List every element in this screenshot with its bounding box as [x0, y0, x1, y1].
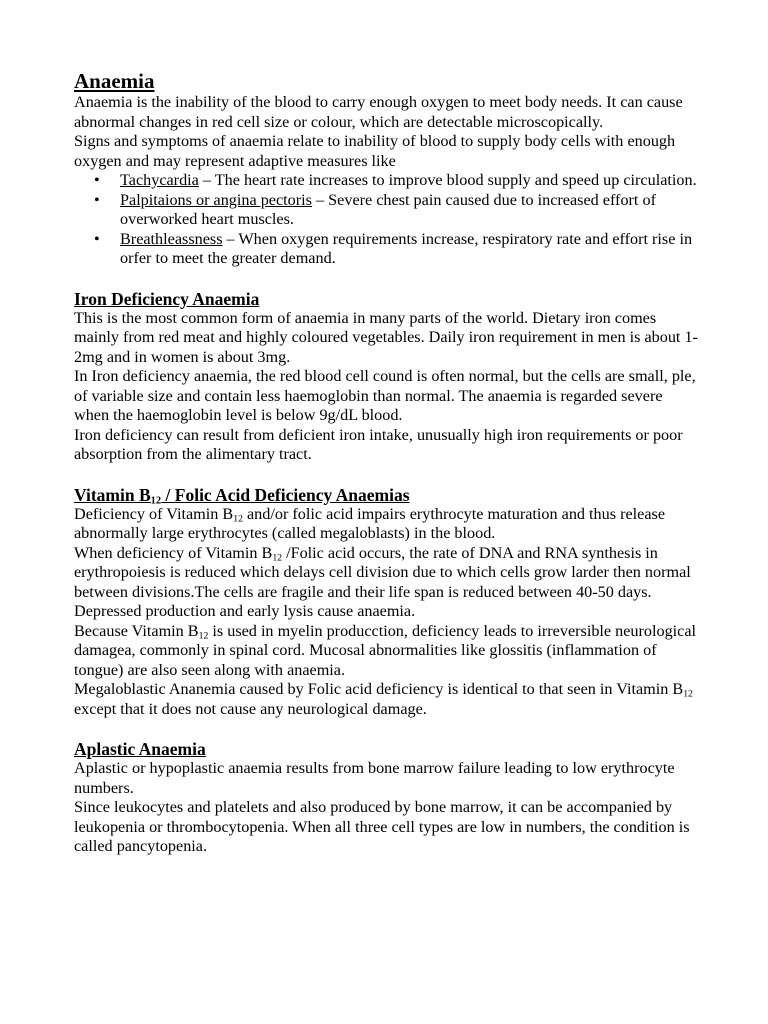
section-title-aplastic: Aplastic Anaemia [74, 739, 206, 759]
subscript: 12 [150, 495, 162, 507]
text: and/or folic acid impairs erythrocyte maturation and thus release abnormally large erythrocytes (called megaloblasts) in the blood. [74, 504, 666, 542]
paragraph [74, 680, 699, 719]
text: Because Vitamin B [74, 621, 199, 640]
paragraph [74, 622, 699, 681]
section-spacer [74, 269, 699, 289]
paragraph: Since leukocytes and platelets and also produced by bone marrow, it can be accompanied by leukopenia or thrombocytopenia. When all three cell types are low in numbers, the condition is called pancytopenia. [74, 798, 690, 855]
bullet-icon: • [94, 229, 100, 248]
text: Deficiency of Vitamin B [74, 504, 234, 523]
paragraph: Aplastic or hypoplastic anaemia results from bone marrow failure leading to low erythrocyte numbers. [74, 759, 675, 797]
document-body [74, 69, 699, 857]
list-item-text: – Severe chest pain caused due to increased effort of overworked heart muscles. [120, 190, 656, 228]
text: is used in myelin producction, deficiency leads to irreversible neurological damagea, commonly in spinal cord. Mucosal abnormalities like glossitis (inflammation of tongue) are also seen along with anaemia. [74, 621, 697, 679]
paragraph: In Iron deficiency anaemia, the red blood cell cound is often normal, but the cells are small, ple, of variable size and contain less haemoglobin than normal. The anaemia is regarded severe when the haemoglobin level is below 9g/dL blood. [74, 367, 696, 424]
text: When deficiency of Vitamin B [74, 543, 273, 562]
bullet-icon: • [94, 171, 100, 189]
title-text: Vitamin B [74, 484, 151, 505]
section-title-iron-deficiency: Iron Deficiency Anaemia [74, 288, 260, 309]
list-item-text: – When oxygen requirements increase, respiratory rate and effort rise in orfer to meet the greater demand. [120, 229, 693, 267]
subscript: 12 [198, 629, 209, 641]
text: /Folic acid occurs, the rate of DNA and RNA synthesis in erythropoiesis is reduced which delays cell division due to which cells grow larder then normal between divisions.The cells are fragile and their life span is reduced between 40-50 days. Depressed production and early lysis cause anaemia. [74, 543, 691, 620]
section-title-anaemia: Anaemia [74, 69, 155, 93]
paragraph: Anaemia is the inability of the blood to carry enough oxygen to meet body needs. It can cause abnormal changes in red cell size or colour, which are detectable microscopically. [74, 93, 683, 131]
subscript: 12 [272, 551, 283, 563]
paragraph: This is the most common form of anaemia in many parts of the world. Dietary iron comes mainly from red meat and highly coloured vegetables. Daily iron requirement in men is about 1-2mg and in women is about 3mg. [74, 308, 698, 366]
paragraph: Signs and symptoms of anaemia relate to inability of blood to supply body cells with enough oxygen and may represent adaptive measures like [74, 132, 676, 170]
paragraph [74, 505, 699, 544]
subscript: 12 [233, 512, 243, 524]
text: Megaloblastic Ananemia caused by Folic acid deficiency is identical to that seen in Vitamin B [74, 680, 684, 698]
list-item-term: Palpitaions or angina pectoris [120, 190, 312, 209]
paragraph: Iron deficiency can result from deficient iron intake, unusually high iron requirements or poor absorption from the alimentary tract. [74, 425, 683, 463]
list-item-text: – The heart rate increases to improve blood supply and speed up circulation. [198, 171, 697, 189]
list-item-term: Breathleassness [120, 229, 223, 248]
symptom-list [74, 171, 699, 269]
list-item [74, 191, 699, 230]
text: except that it does not cause any neurological damage. [74, 699, 427, 718]
list-item [74, 171, 699, 191]
list-item [74, 230, 699, 269]
section-spacer [74, 719, 699, 739]
bullet-icon: • [94, 190, 100, 209]
title-text: / Folic Acid Deficiency Anaemias [161, 484, 410, 505]
paragraph [74, 544, 699, 622]
section-spacer [74, 465, 699, 485]
section-title-vitamin-b12 [74, 485, 699, 505]
subscript: 12 [683, 688, 693, 700]
list-item-term: Tachycardia [120, 171, 199, 189]
